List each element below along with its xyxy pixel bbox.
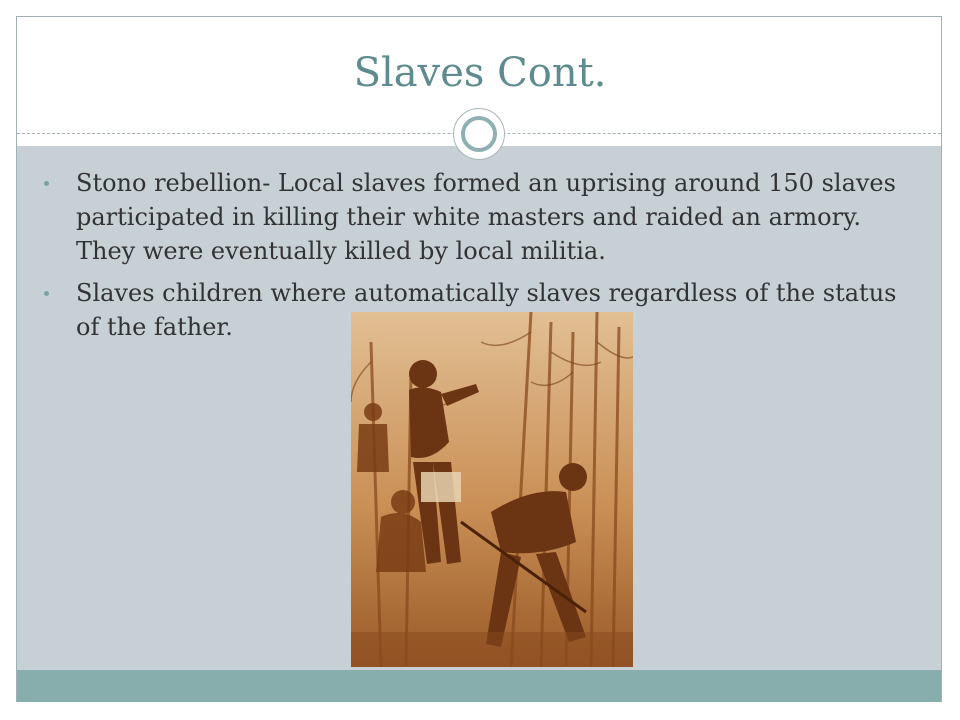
bullet-dot-icon [44, 181, 49, 186]
footer-bar [17, 670, 941, 702]
engraving-illustration [351, 312, 633, 667]
bullet-dot-icon [44, 291, 49, 296]
decorative-ring-icon [453, 108, 505, 160]
bullet-text: Stono rebellion- Local slaves formed an uprising around 150 slaves participated in killing their white masters and raided an armory. They were eventually killed by local militia. [76, 169, 896, 265]
bullet-text: Slaves children where automatically slaves regardless of the status of the father. [76, 279, 897, 341]
ground [351, 632, 633, 667]
bullet-item [44, 166, 904, 268]
cloth-wrap [421, 472, 461, 502]
slide-title: Slaves Cont. [353, 50, 607, 96]
ring-inner [461, 116, 497, 152]
